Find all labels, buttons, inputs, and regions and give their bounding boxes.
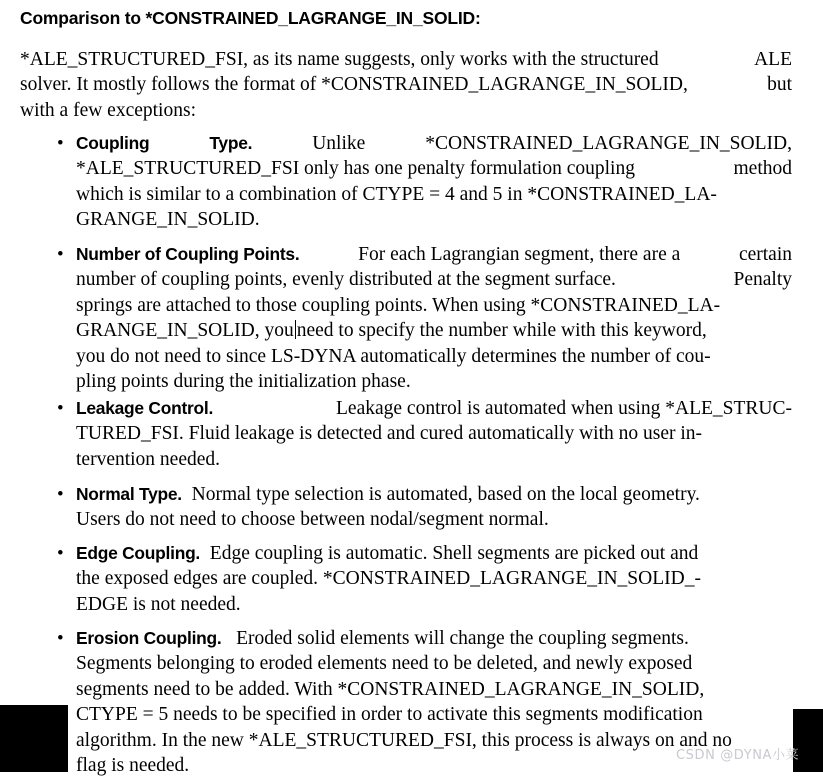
bullet-marker-icon: •	[57, 244, 64, 265]
bullet-line-seg: For each Lagrangian segment, there are a	[358, 244, 681, 265]
bullet-lead-coupling-type: Coupling	[76, 133, 150, 153]
intro-line-3: with a few exceptions:	[20, 99, 196, 121]
intro-line-2-left: solver. It mostly follows the format of *CONSTRAINED_LAGRANGE_IN_SOLID,	[20, 74, 688, 96]
bullet-marker-icon: •	[57, 543, 64, 564]
bullet-line: you do not need to since LS-DYNA automatically determines the number of cou-	[76, 345, 711, 367]
bullet-item-coupling-type	[57, 131, 792, 233]
bullet-line: flag is needed.	[76, 754, 190, 776]
bullet-marker-icon: •	[57, 398, 64, 419]
bullet-body-normal-type	[76, 482, 792, 533]
bullet-lead-edge-coupling: Edge Coupling.	[76, 543, 201, 563]
bullet-line: Segments belonging to eroded elements need to be deleted, and newly exposed	[76, 653, 693, 675]
bullet-line-seg: Normal type selection is automated, based on the local geometry.	[191, 484, 700, 505]
bullet-line-seg: *CONSTRAINED_LAGRANGE_IN_SOLID,	[425, 133, 792, 154]
bullet-body-coupling-type	[76, 131, 792, 233]
bullet-line: which is similar to a combination of CTYPE = 4 and 5 in *CONSTRAINED_LA-	[76, 183, 717, 205]
bullet-line-seg: Unlike	[312, 133, 366, 154]
bullet-lead-leakage-control: Leakage Control.	[76, 398, 214, 418]
bullet-marker-icon: •	[57, 133, 64, 154]
intro-line-2	[20, 72, 792, 97]
bullet-line-seg: Penalty	[733, 269, 792, 291]
bullet-marker-icon: •	[57, 628, 64, 649]
bullet-line: springs are attached to those coupling points. When using *CONSTRAINED_LA-	[76, 294, 721, 316]
bullet-line-seg: *ALE_STRUCTURED_FSI only has one penalty formulation coupling	[76, 158, 635, 180]
page-title: Comparison to *CONSTRAINED_LAGRANGE_IN_SOLID:	[20, 8, 481, 28]
bullet-marker-icon: •	[57, 484, 64, 505]
bullet-line-seg: Edge coupling is automatic. Shell segments are picked out and	[209, 543, 699, 564]
bullet-line	[76, 482, 792, 507]
bullet-line: tervention needed.	[76, 448, 221, 470]
bullet-body-edge-coupling	[76, 541, 792, 617]
bullet-line	[76, 541, 792, 566]
bullet-line: EDGE is not needed.	[76, 593, 241, 615]
csdn-watermark: CSDN @DYNA小菜	[676, 748, 800, 763]
bullet-item-edge-coupling	[57, 541, 792, 617]
bullet-body-number-of-coupling-points	[76, 242, 792, 394]
bullet-line: pling points during the initialization phase.	[76, 370, 411, 392]
bullet-line-seg: GRANGE_IN_SOLID, you	[76, 320, 294, 342]
intro-line-1-left: *ALE_STRUCTURED_FSI, as its name suggests, only works with the structured	[20, 49, 659, 70]
bullet-line	[76, 242, 792, 267]
bullet-line	[76, 131, 792, 156]
bullet-line: GRANGE_IN_SOLID.	[76, 209, 260, 231]
text-caret	[295, 320, 296, 339]
intro-paragraph	[20, 47, 792, 123]
bullet-line	[76, 267, 792, 292]
bullet-line-seg: Leakage control is automated when using *ALE_STRUC-	[336, 398, 792, 419]
occlusion-bar-left	[0, 705, 68, 772]
bullet-line	[76, 156, 792, 181]
bullet-line: segments need to be added. With *CONSTRAINED_LAGRANGE_IN_SOLID,	[76, 678, 705, 700]
bullet-line-seg: certain	[738, 244, 792, 265]
bullet-item-leakage-control	[57, 396, 792, 472]
bullet-line-seg: number of coupling points, evenly distributed at the segment surface.	[76, 269, 616, 291]
bullet-line: Users do not need to choose between nodal/segment normal.	[76, 509, 549, 531]
bullet-item-normal-type	[57, 482, 792, 533]
bullet-line: algorithm. In the new *ALE_STRUCTURED_FSI, this process is always on and no	[76, 729, 732, 751]
bullet-lead-number-of-coupling-points: Number of Coupling Points.	[76, 244, 300, 264]
bullet-lead-coupling-type-2: Type.	[209, 133, 253, 153]
bullet-lead-normal-type: Normal Type.	[76, 484, 182, 504]
bullet-line-seg: Eroded solid elements will change the coupling segments.	[236, 628, 689, 649]
bullet-line: the exposed edges are coupled. *CONSTRAINED_LAGRANGE_IN_SOLID_-	[76, 568, 701, 590]
intro-line-1	[20, 47, 792, 72]
intro-line-1-right: ALE	[754, 49, 792, 70]
intro-line-2-right: but	[767, 74, 792, 96]
bullet-line	[76, 396, 792, 421]
bullet-line-with-caret	[76, 318, 792, 343]
bullet-lead-erosion-coupling: Erosion Coupling.	[76, 628, 222, 648]
bullet-body-leakage-control	[76, 396, 792, 472]
bullet-line	[76, 626, 792, 651]
bullet-line: CTYPE = 5 needs to be specified in order to activate this segments modification	[76, 704, 703, 726]
bullet-line-seg: method	[733, 158, 792, 180]
bullet-line: TURED_FSI. Fluid leakage is detected and cured automatically with no user in-	[76, 423, 703, 445]
bullet-line-seg: need to specify the number while with this keyword,	[296, 320, 707, 342]
bullet-item-number-of-coupling-points	[57, 242, 792, 394]
